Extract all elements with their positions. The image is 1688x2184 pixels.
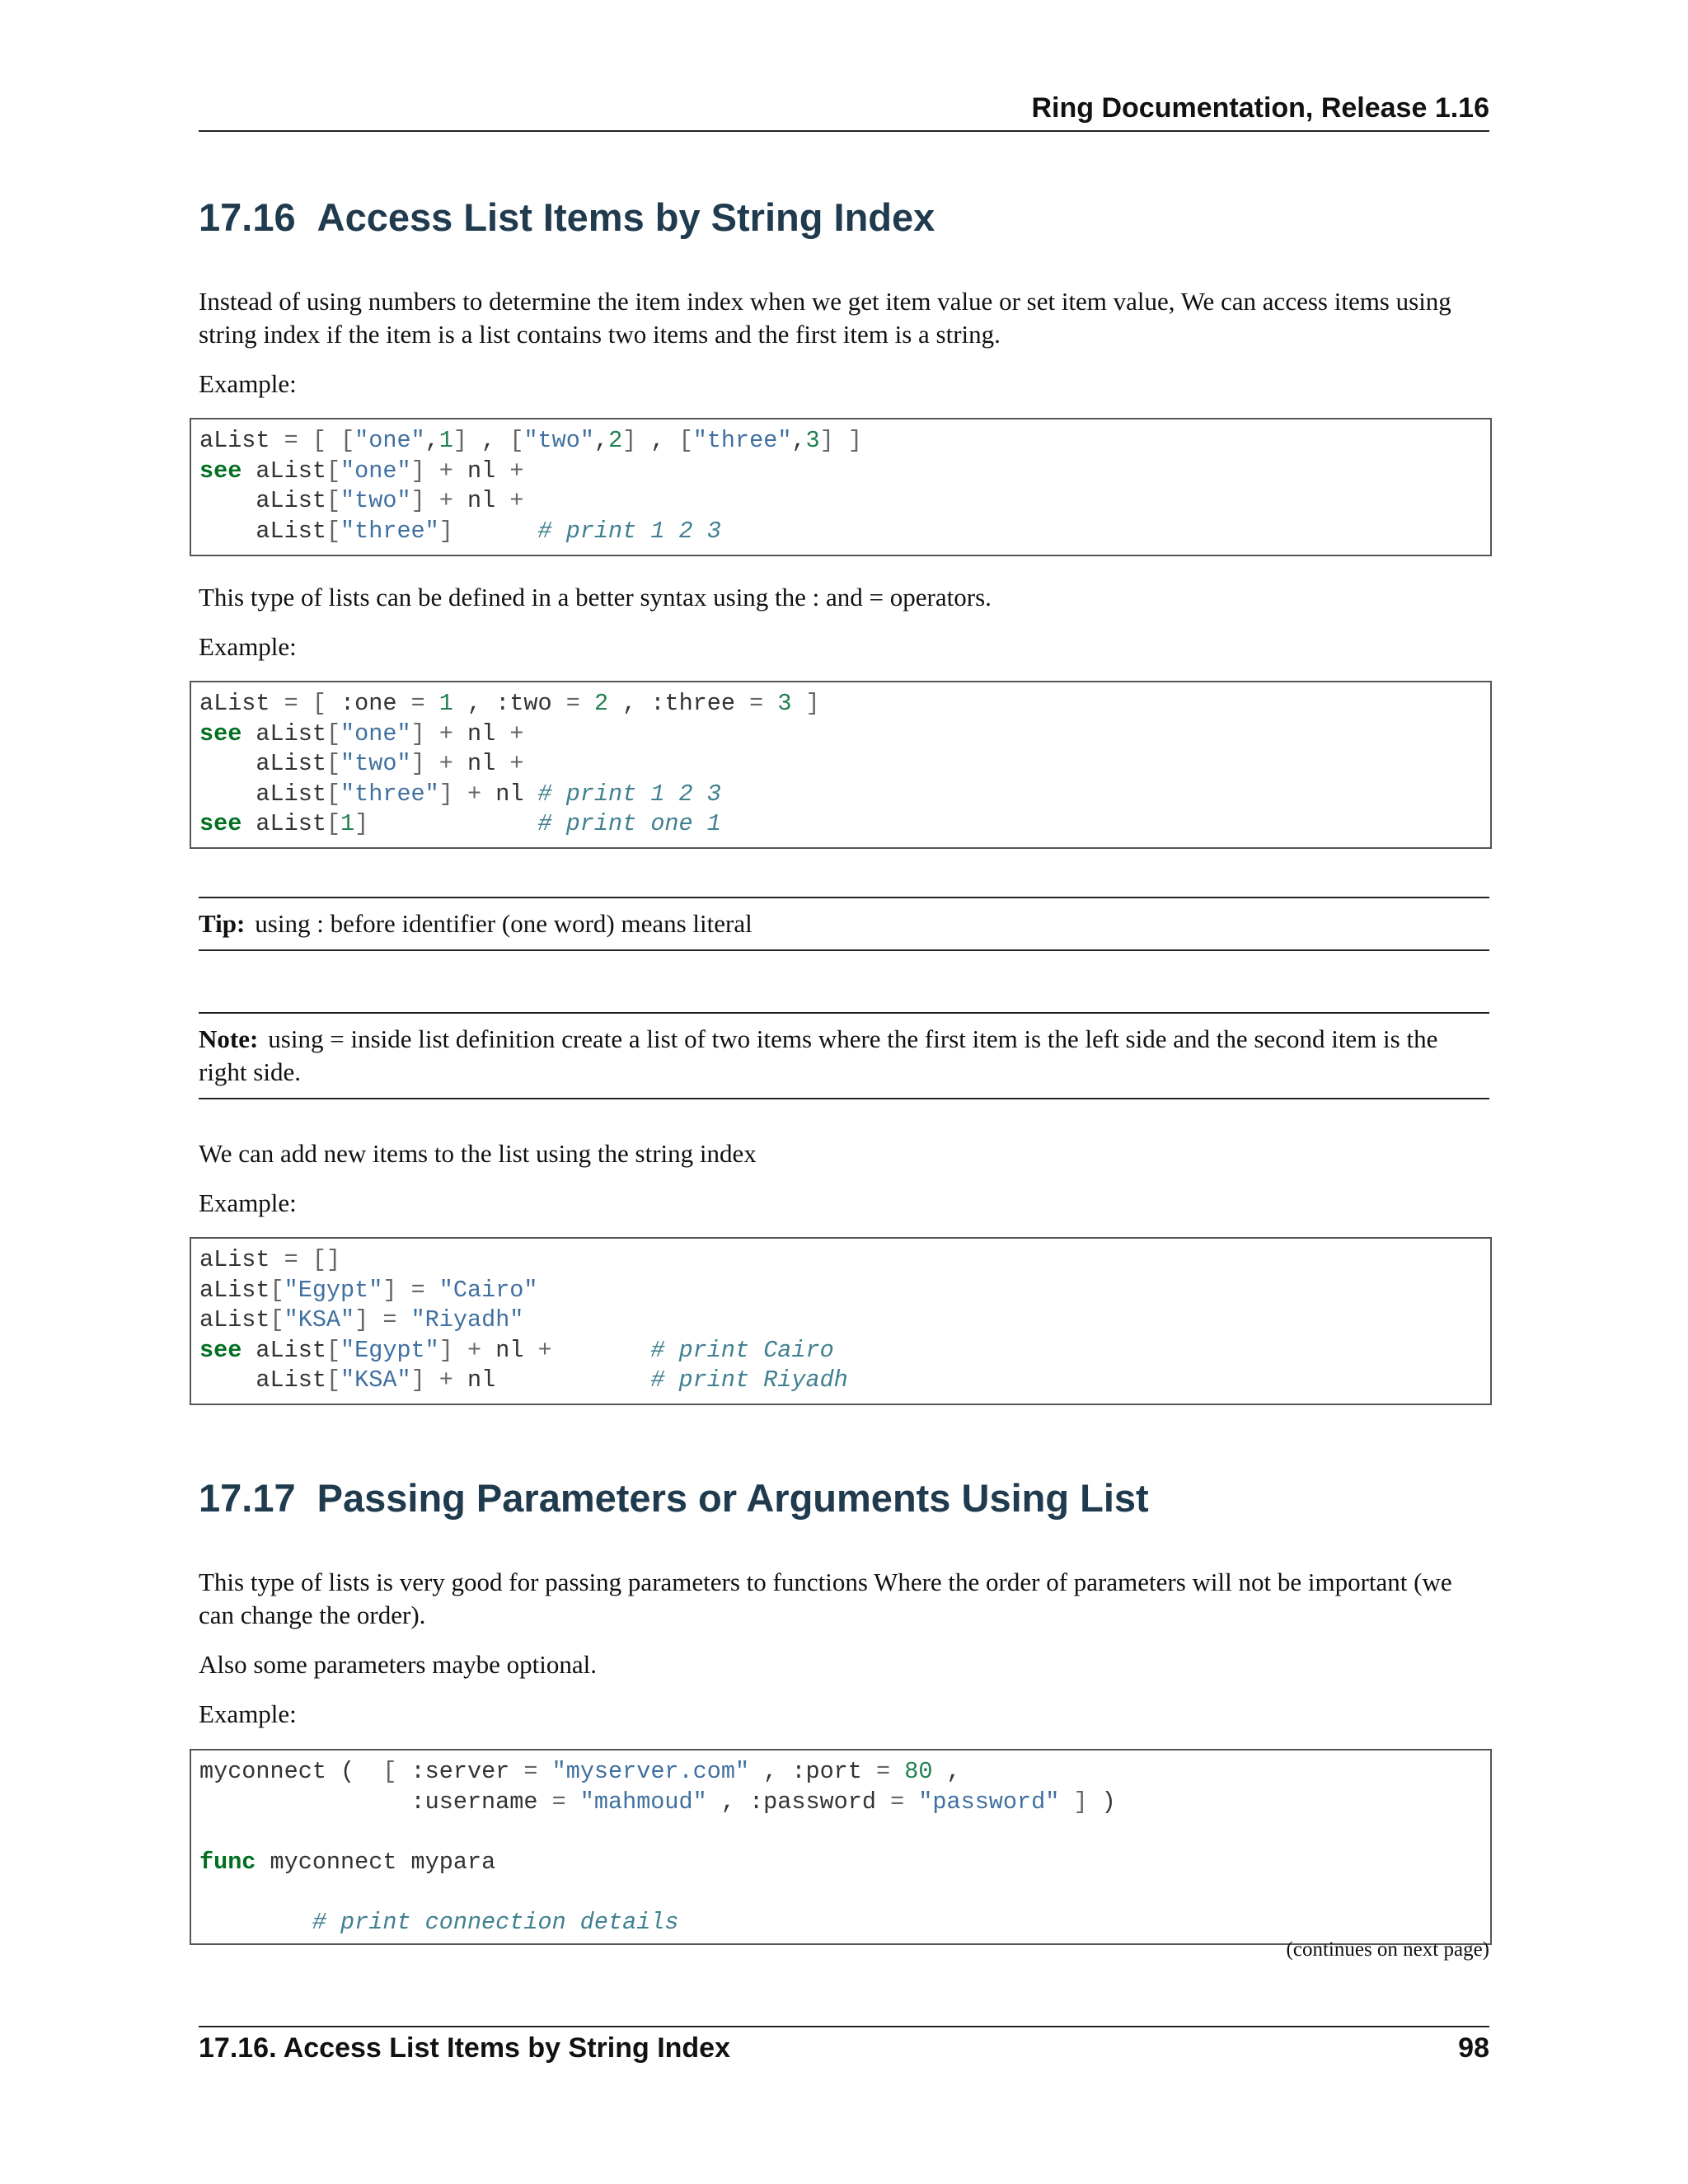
code-line: # print connection details (312, 1908, 679, 1936)
code-line: aList = [ ["one",1] , ["two",2] , ["three",3] ] (199, 427, 862, 454)
code-line: aList["KSA"] + nl # print Riyadh (199, 1366, 848, 1394)
section2-paragraph: This type of lists is very good for passing parameters to functions Where the order of parameters will not be important (we can change the order). (199, 1568, 1452, 1629)
section2-para2-wrap (199, 1648, 1489, 1681)
section-number: 17.17 (199, 1476, 296, 1520)
section-title: Access List Items by String Index (316, 195, 935, 239)
example-label-1-wrap (199, 368, 1489, 401)
code-line: aList = [ :one = 1 , :two = 2 , :three = 3 ] (199, 690, 820, 717)
code-block-4 (190, 1749, 1492, 1945)
note-text: using = inside list definition create a list of two items where the first item is the left side and the second item is the right side. (199, 1024, 1438, 1086)
code-line: see aList["one"] + nl + (199, 719, 524, 748)
note-label: Note: (199, 1024, 259, 1053)
code-line: aList = [] (199, 1246, 341, 1273)
header-title: Ring Documentation, Release 1.16 (1031, 92, 1489, 124)
example-label: Example: (199, 1188, 297, 1217)
code-block-1 (190, 418, 1492, 556)
add-items-paragraph: We can add new items to the list using the string index (199, 1139, 757, 1168)
after-code1-wrap (199, 581, 1489, 614)
page-number: 98 (1458, 2032, 1489, 2064)
example-label-2-wrap (199, 630, 1489, 663)
page-footer (199, 2032, 1489, 2064)
code-line: aList["two"] + nl + (199, 487, 524, 514)
page-header (199, 92, 1489, 132)
section-17-17-heading (199, 1476, 1489, 1520)
code-block-2 (190, 681, 1492, 849)
example-label: Example: (199, 632, 297, 661)
tip-text: using : before identifier (one word) means literal (255, 909, 753, 938)
section-heading (199, 195, 1489, 239)
example-label: Example: (199, 1699, 297, 1728)
section2-example-wrap (199, 1698, 1489, 1731)
tip-box (199, 897, 1489, 951)
code-line: aList["two"] + nl + (199, 750, 524, 777)
intro-paragraph: Instead of using numbers to determine the item index when we get item value or set item value, We can access items using string index if the item is a list contains two items and the first item is a string. (199, 287, 1451, 349)
code-line: func myconnect mypara (199, 1848, 496, 1876)
code-line: aList["Egypt"] = "Cairo" (199, 1276, 538, 1304)
tip-label: Tip: (199, 909, 246, 938)
code-line: see aList["Egypt"] + nl + # print Cairo (199, 1336, 834, 1364)
code-line: see aList[1] # print one 1 (199, 810, 721, 837)
code-block-3 (190, 1237, 1492, 1405)
footer-rule (199, 2026, 1489, 2027)
section2-para1-wrap (199, 1566, 1489, 1632)
after-code1-paragraph: This type of lists can be defined in a better syntax using the : and = operators. (199, 583, 992, 612)
code-line: :username = "mahmoud" , :password = "password" ] ) (199, 1788, 1116, 1816)
code-line: myconnect ( [ :server = "myserver.com" , :port = 80 , (199, 1758, 961, 1785)
section-title: Passing Parameters or Arguments Using List (316, 1476, 1149, 1520)
section-17-16-heading (199, 195, 1489, 239)
code-line: see aList["one"] + nl + (199, 457, 524, 485)
section-heading (199, 1476, 1489, 1520)
add-items-wrap (199, 1137, 1489, 1170)
example-label: Example: (199, 369, 297, 398)
code-line: aList["three"] # print 1 2 3 (199, 517, 721, 545)
code-line: aList["three"] + nl # print 1 2 3 (199, 780, 721, 808)
example-label-3-wrap (199, 1187, 1489, 1220)
note-box (199, 1012, 1489, 1099)
section2-paragraph: Also some parameters maybe optional. (199, 1650, 597, 1679)
footer-section: 17.16. Access List Items by String Index (199, 2032, 731, 2064)
code-line: aList["KSA"] = "Riyadh" (199, 1306, 524, 1333)
intro-paragraph-wrap (199, 285, 1489, 351)
section-number: 17.16 (199, 195, 296, 239)
continues-note: (continues on next page) (1286, 1938, 1489, 1961)
